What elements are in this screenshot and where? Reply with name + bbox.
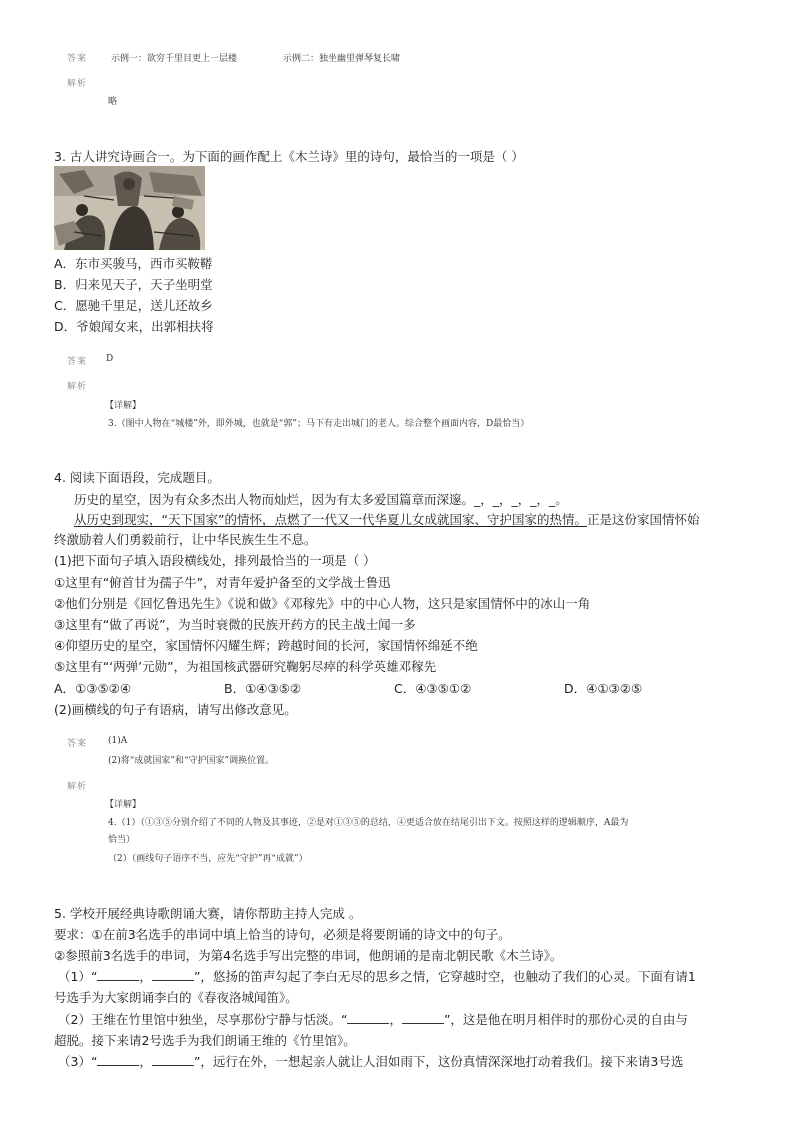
q5-blank-3a[interactable] bbox=[97, 1055, 139, 1066]
q4-sub-question-2: (2)画横线的句子有语病，请写出修改意见。 bbox=[54, 702, 297, 717]
q3-answer-value: D bbox=[106, 354, 114, 364]
q4-item-5: ⑤这里有“‘两弹’元勋”，为祖国核武器研究鞠躬尽瘁的科学英雄邓稼先 bbox=[54, 659, 437, 674]
q3-option-c: C．愿驰千里足，送儿还故乡 bbox=[54, 298, 213, 313]
q4-paragraph-line-2-rest: 正是这份家国情怀始 bbox=[586, 512, 700, 527]
q5-line-2-cont: 超脱。接下来请2号选手为我们朗诵王维的《竹里馆》。 bbox=[54, 1033, 356, 1048]
q4-paragraph-line-1: 历史的星空，因为有众多杰出人物而灿烂，因为有太多爱国篇章而深邃。_，_，_，_，_。 bbox=[74, 492, 568, 507]
q3-detail-text: 3.（图中人物在“城楼”外，即外城，也就是“郭”；马下有走出城门的老人。综合整个画面内容，D最恰当） bbox=[108, 419, 530, 429]
q3-option-a: A．东市买骏马，西市买鞍鞯 bbox=[54, 256, 213, 271]
q5-line-3-text: ”，远行在外，一想起亲人就让人泪如雨下，这份真情深深地打动着我们。接下来请3号选 bbox=[193, 1054, 684, 1069]
q4-item-3: ③这里有“做了再说”，为当时衰微的民族开药方的民主战士闻一多 bbox=[54, 617, 416, 632]
q4-option-d: D．④①③②⑤ bbox=[564, 681, 643, 696]
q5-blank-1b[interactable] bbox=[152, 970, 194, 981]
q5-requirement-1: 要求：①在前3名选手的串词中填上恰当的诗句，必须是将要朗诵的诗文中的句子。 bbox=[54, 927, 511, 942]
q4-detail-label: 【详解】 bbox=[105, 800, 142, 810]
q5-stem: 5. 学校开展经典诗歌朗诵大赛，请你帮助主持人完成 。 bbox=[54, 906, 362, 921]
q3-stem: 3. 古人讲究诗画合一。为下面的画作配上《木兰诗》里的诗句，最恰当的一项是（ ） bbox=[54, 149, 524, 164]
q4-option-c: C．④③⑤①② bbox=[394, 681, 472, 696]
q5-blank-2b[interactable] bbox=[402, 1013, 444, 1024]
q5-line-2-text-a: （2）王维在竹里馆中独坐，尽享那份宁静与恬淡。“ bbox=[58, 1012, 348, 1027]
prev-answer-example-2: 示例二：独坐幽里弹琴复长啸 bbox=[283, 54, 401, 64]
q4-detail-line-2: 恰当） bbox=[108, 835, 136, 845]
q5-line-1-text: ”，悠扬的笛声勾起了李白无尽的思乡之情，它穿越时空，也触动了我们的心灵。下面有请1 bbox=[193, 969, 696, 984]
q3-illustration bbox=[54, 166, 205, 250]
q5-line-1-cont: 号选手为大家朗诵李白的《春夜洛城闻笛》。 bbox=[54, 990, 298, 1005]
q4-paragraph-line-2 bbox=[74, 510, 699, 528]
q3-answer-label: 答案 bbox=[67, 357, 88, 367]
q5-line-1 bbox=[58, 967, 696, 985]
q4-paragraph-line-3: 终激励着人们勇毅前行，让中华民族生生不息。 bbox=[54, 532, 317, 547]
prev-analysis-text: 略 bbox=[108, 97, 118, 107]
prev-answer-example-1: 示例一：欲穷千里目更上一层楼 bbox=[111, 54, 238, 64]
q5-line-2-text-b: ”，这是他在明月相伴时的那份心灵的自由与 bbox=[443, 1012, 688, 1027]
q4-answer-label: 答案 bbox=[67, 739, 88, 749]
q5-line-3-open: （3）“ bbox=[58, 1054, 98, 1069]
q5-blank-3b[interactable] bbox=[152, 1055, 194, 1066]
q3-detail-label: 【详解】 bbox=[105, 401, 142, 411]
q4-answer-1: (1)A bbox=[108, 736, 128, 746]
q5-line-3-comma: ， bbox=[139, 1054, 152, 1069]
q4-underlined-sentence: 从历史到现实，“天下国家”的情怀，点燃了一代又一代华夏儿女成就国家、守护国家的热情。 bbox=[74, 512, 587, 527]
analysis-label: 解析 bbox=[67, 79, 88, 89]
q4-sub-question-1: (1)把下面句子填入语段横线处，排列最恰当的一项是（ ） bbox=[54, 553, 376, 568]
q4-detail-line-3: （2）（画线句子语序不当，应先“守护”再“成就”） bbox=[108, 854, 308, 864]
answer-label: 答案 bbox=[67, 54, 88, 64]
q5-blank-1a[interactable] bbox=[97, 970, 139, 981]
q4-answer-2: (2)将“成就国家”和“守护国家”调换位置。 bbox=[108, 756, 275, 766]
q5-line-1-comma: ， bbox=[139, 969, 152, 984]
mulan-painting-image bbox=[54, 166, 205, 250]
q5-line-1-open: （1）“ bbox=[58, 969, 98, 984]
q5-blank-2a[interactable] bbox=[347, 1013, 389, 1024]
q3-option-b: B．归来见天子，天子坐明堂 bbox=[54, 277, 213, 292]
q4-item-1: ①这里有“俯首甘为孺子牛”，对青年爱护备至的文学战士鲁迅 bbox=[54, 575, 391, 590]
q4-analysis-label: 解析 bbox=[67, 782, 88, 792]
q4-detail-line-1: 4.（1）（①③⑤分别介绍了不同的人物及其事迹，②是对①③⑤的总结，④更适合放在结尾引出下文。按照这样的逻辑顺序，A最为 bbox=[108, 818, 629, 828]
q5-line-3 bbox=[58, 1052, 683, 1070]
q4-option-a: A．①③⑤②④ bbox=[54, 681, 132, 696]
q3-analysis-label: 解析 bbox=[67, 382, 88, 392]
q5-line-2-comma: ， bbox=[389, 1012, 402, 1027]
q5-requirement-2: ②参照前3名选手的串词，为第4名选手写出完整的串词，他朗诵的是南北朝民歌《木兰诗》。 bbox=[54, 948, 563, 963]
q4-stem: 4. 阅读下面语段，完成题目。 bbox=[54, 470, 220, 485]
q3-option-d: D．爷娘闻女来，出郭相扶将 bbox=[54, 319, 214, 334]
q5-line-2 bbox=[58, 1010, 688, 1028]
q4-item-4: ④仰望历史的星空，家国情怀闪耀生辉；跨越时间的长河，家国情怀绵延不绝 bbox=[54, 638, 478, 653]
q4-item-2: ②他们分别是《回忆鲁迅先生》《说和做》《邓稼先》中的中心人物，这只是家国情怀中的冰山一角 bbox=[54, 596, 591, 611]
q4-option-b: B．①④③⑤② bbox=[224, 681, 302, 696]
